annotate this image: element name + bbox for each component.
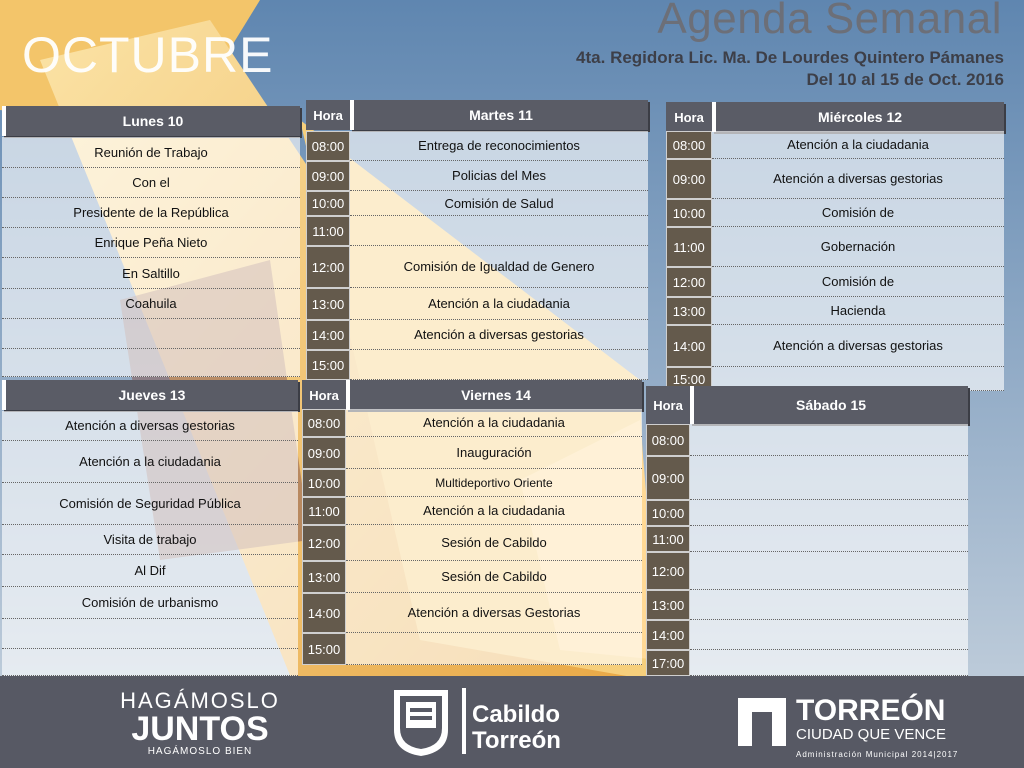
time-cell: 13:00	[646, 590, 690, 620]
friday-item: Inauguración	[346, 437, 642, 469]
wednesday-header: Miércoles 12	[712, 102, 1004, 132]
time-cell: 10:00	[646, 500, 690, 526]
saturday-item	[690, 526, 968, 552]
tuesday-item: Comisión de Igualdad de Genero	[350, 246, 648, 288]
hagamoslo-juntos-logo	[120, 690, 280, 758]
friday-item: Atención a diversas Gestorias	[346, 593, 642, 633]
logo-line: TORREÓN	[796, 694, 946, 727]
wednesday-item: Atención a diversas gestorias	[712, 325, 1004, 367]
time-cell: 08:00	[646, 424, 690, 456]
logo-line: Administración Municipal 2014|2017	[796, 750, 959, 759]
logo-line: HAGÁMOSLO BIEN	[147, 746, 253, 757]
time-cell: 12:00	[306, 246, 350, 288]
saturday-item	[690, 552, 968, 590]
tuesday-item	[350, 350, 648, 380]
time-cell: 09:00	[302, 437, 346, 469]
torreon-tower-icon	[738, 698, 786, 746]
time-cell: 14:00	[306, 320, 350, 350]
thursday-item: Al Dif	[2, 555, 298, 587]
monday-item	[2, 319, 300, 349]
tuesday-item	[350, 216, 648, 246]
time-cell: 12:00	[666, 267, 712, 297]
time-cell: 13:00	[306, 288, 350, 320]
hora-header: Hora	[302, 380, 346, 410]
thursday-item: Comisión de Seguridad Pública	[2, 483, 298, 525]
logo-line: HAGÁMOSLO	[120, 688, 280, 713]
saturday-item	[690, 650, 968, 676]
time-cell: 09:00	[306, 161, 350, 191]
footer-bar	[0, 676, 1024, 768]
date-range: Del 10 al 15 de Oct. 2016	[806, 70, 1004, 89]
thursday-item: Atención a la ciudadania	[2, 441, 298, 483]
time-cell: 08:00	[666, 131, 712, 159]
friday-item: Multideportivo Oriente	[346, 469, 642, 497]
thursday-header: Jueves 13	[2, 380, 298, 410]
divider	[462, 688, 466, 754]
monday-item: Reunión de Trabajo	[2, 137, 300, 168]
wednesday-item: Comisión de	[712, 267, 1004, 297]
friday-item	[346, 633, 642, 665]
tuesday-header: Martes 11	[350, 100, 648, 130]
time-cell: 11:00	[306, 216, 350, 246]
time-cell: 15:00	[666, 367, 712, 391]
thursday-item: Atención a diversas gestorias	[2, 411, 298, 441]
thursday-item	[2, 619, 298, 649]
page-title: Agenda Semanal	[657, 0, 1002, 43]
time-cell: 11:00	[666, 227, 712, 267]
cabildo-torreon-logo	[472, 702, 561, 754]
friday-item: Atención a la ciudadania	[346, 497, 642, 525]
monday-item: Enrique Peña Nieto	[2, 228, 300, 258]
time-cell: 15:00	[302, 633, 346, 665]
friday-item: Sesión de Cabildo	[346, 525, 642, 561]
subtitle: 4ta. Regidora Lic. Ma. De Lourdes Quintero Pámanes	[576, 48, 1004, 67]
saturday-item	[690, 620, 968, 650]
wednesday-item: Atención a diversas gestorias	[712, 159, 1004, 199]
tuesday-item: Comisión de Salud	[350, 191, 648, 216]
monday-header: Lunes 10	[2, 106, 300, 136]
thursday-item: Comisión de urbanismo	[2, 587, 298, 619]
monday-item: Presidente de la República	[2, 198, 300, 228]
tuesday-item: Atención a diversas gestorias	[350, 320, 648, 350]
hora-header: Hora	[646, 386, 690, 424]
logo-line: JUNTOS	[131, 710, 269, 748]
tuesday-item: Policias del Mes	[350, 161, 648, 191]
time-cell: 14:00	[666, 325, 712, 367]
time-cell: 14:00	[646, 620, 690, 650]
time-cell: 17:00	[646, 650, 690, 676]
saturday-item	[690, 456, 968, 500]
saturday-item	[690, 590, 968, 620]
time-cell: 14:00	[302, 593, 346, 633]
logo-line: Cabildo	[472, 701, 560, 728]
saturday-header: Sábado 15	[690, 386, 968, 424]
time-cell: 09:00	[666, 159, 712, 199]
torreon-ciudad-logo	[796, 696, 958, 759]
monday-item	[2, 349, 300, 377]
tuesday-item: Atención a la ciudadania	[350, 288, 648, 320]
wednesday-item: Gobernación	[712, 227, 1004, 267]
monday-item: En Saltillo	[2, 258, 300, 289]
time-cell: 11:00	[302, 497, 346, 525]
time-cell: 15:00	[306, 350, 350, 380]
time-cell: 13:00	[666, 297, 712, 325]
wednesday-item: Hacienda	[712, 297, 1004, 325]
thursday-item	[2, 649, 298, 676]
time-cell: 13:00	[302, 561, 346, 593]
friday-header: Viernes 14	[346, 380, 642, 410]
saturday-item	[690, 424, 968, 456]
thursday-item: Visita de trabajo	[2, 525, 298, 555]
friday-item: Atención a la ciudadania	[346, 409, 642, 437]
torreon-coat-of-arms-icon	[390, 686, 452, 758]
time-cell: 08:00	[306, 131, 350, 161]
hora-header: Hora	[306, 100, 350, 130]
friday-item: Sesión de Cabildo	[346, 561, 642, 593]
logo-line: CIUDAD QUE VENCE	[796, 726, 947, 743]
month-label: OCTUBRE	[22, 27, 274, 83]
logo-line: Torreón	[472, 727, 561, 754]
time-cell: 08:00	[302, 409, 346, 437]
wednesday-item: Comisión de	[712, 199, 1004, 227]
monday-item: Con el	[2, 168, 300, 198]
time-cell: 10:00	[302, 469, 346, 497]
time-cell: 09:00	[646, 456, 690, 500]
monday-item: Coahuila	[2, 289, 300, 319]
time-cell: 11:00	[646, 526, 690, 552]
time-cell: 12:00	[646, 552, 690, 590]
time-cell: 10:00	[306, 191, 350, 216]
time-cell: 10:00	[666, 199, 712, 227]
hora-header: Hora	[666, 102, 712, 132]
saturday-item	[690, 500, 968, 526]
wednesday-item: Atención a la ciudadania	[712, 131, 1004, 159]
tuesday-item: Entrega de reconocimientos	[350, 131, 648, 161]
time-cell: 12:00	[302, 525, 346, 561]
